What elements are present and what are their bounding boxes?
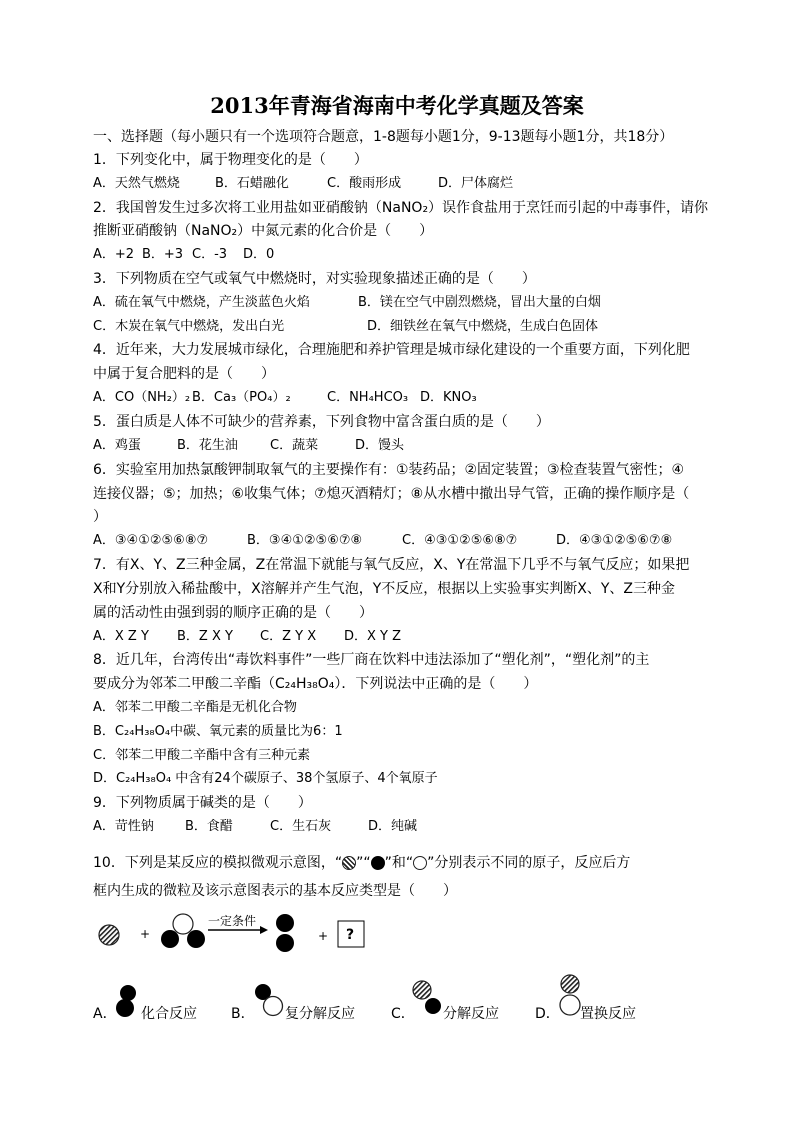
q8-option-d: D．C₂₄H₃₈O₄ 中含有24个碳原子、38个氢原子、4个氧原子 [93,771,438,786]
q6-option-c: C．④③①②⑤⑥⑧⑦ [402,533,518,548]
black-atom-icon [371,856,385,870]
q8-stem-line1: 8．近几年，台湾传出“毒饮料事件”一些厂商在饮料中违法添加了“塑化剂”，“塑化剂”的主 [93,652,650,668]
q3-option-b: B．镁在空气中剧烈燃烧，冒出大量的白烟 [358,295,601,310]
q8-option-c: C．邻苯二甲酸二辛酯中含有三种元素 [93,748,311,763]
q5-option-c: C．蔬菜 [270,438,319,453]
q3-option-a: A．硫在氧气中燃烧，产生淡蓝色火焰 [93,295,310,310]
q4-stem-line1: 4．近年来，大力发展城市绿化，合理施肥和养护管理是城市绿化建设的一个重要方面，下列化肥 [93,342,690,358]
q5-option-d: D．馒头 [355,438,405,453]
section-heading: 一、选择题（每小题只有一个选项符合题意，1-8题每小题1分，9-13题每小题1分，共18分） [93,129,674,145]
q2-option-a: A．+2 [93,247,135,262]
q10-option-a-letter: A． [93,1006,117,1022]
q3-stem: 3．下列物质在空气或氧气中燃烧时，对实验现象描述正确的是（ ） [93,271,536,287]
q5-option-b: B．花生油 [177,438,238,453]
q8-option-a: A．邻苯二甲酸二辛酯是无机化合物 [93,700,297,715]
q7-option-a: A．X Z Y [93,629,149,644]
q5-stem: 5．蛋白质是人体不可缺少的营养素，下列食物中富含蛋白质的是（ ） [93,414,550,430]
q7-stem-line2: X和Y分别放入稀盐酸中，X溶解并产生气泡，Y不反应，根据以上实验事实判断X、Y、Z三种金 [93,581,676,597]
q9-option-a: A．苛性钠 [93,819,154,834]
q9-stem: 9．下列物质属于碱类的是（ ） [93,795,312,811]
q10-option-b-letter: B． [231,1006,255,1022]
q10-stem-line1 [93,854,630,872]
q1-option-c: C．酸雨形成 [327,176,402,191]
q10-stem-part2: ”“ [356,855,371,871]
q4-option-a: A．CO（NH₂）₂ [93,390,191,405]
q10-stem-part3: ”和“ [384,855,414,871]
page-title: 2013年青海省海南中考化学真题及答案 [210,93,584,118]
q4-stem-line2: 中属于复合肥料的是（ ） [93,366,275,382]
q1-option-a: A．天然气燃烧 [93,176,180,191]
q2-option-d: D．0 [243,247,275,262]
q10-stem-line2: 框内生成的微粒及该示意图表示的基本反应类型是（ ） [93,883,457,899]
option-a-molecule [113,982,141,1022]
white-atom-icon [413,856,427,870]
q6-option-a: A．③④①②⑤⑥⑧⑦ [93,533,209,548]
option-c-molecule [410,978,446,1022]
q6-stem-line3: ） [93,509,107,525]
q4-option-c: C．NH₄HCO₃ [327,390,409,405]
q10-option-d-letter: D． [535,1006,560,1022]
q3-option-c: C．木炭在氧气中燃烧，发出白光 [93,319,285,334]
q1-option-d: D．尸体腐烂 [438,176,514,191]
q10-option-c-text: 分解反应 [443,1006,499,1022]
q8-stem-line2: 要成分为邻苯二甲酸二辛酯（C₂₄H₃₈O₄）．下列说法中正确的是（ ） [93,676,538,692]
reaction-diagram [90,905,390,965]
q4-option-b: B．Ca₃（PO₄）₂ [192,390,291,405]
q6-stem-line2: 连接仪器；⑤；加热；⑥收集气体；⑦熄灭酒精灯；⑧从水槽中撤出导气管，正确的操作顺序是（ [93,486,690,502]
reaction-condition: 一定条件 [208,914,257,928]
q4-option-d: D．KNO₃ [420,390,477,405]
reaction-arrowhead [260,926,268,934]
q7-stem-line1: 7．有X、Y、Z三种金属，Z在常温下就能与氧气反应，X、Y在常温下几乎不与氧气反应；如果把 [93,557,690,573]
reactant-white-atom [173,914,193,934]
q10-option-d-text: 置换反应 [580,1006,636,1022]
q1-option-b: B．石蜡融化 [215,176,289,191]
hatched-atom-icon [342,856,356,870]
q10-option-c-letter: C． [391,1006,415,1022]
unknown-product-mark: ? [346,927,355,943]
q9-option-b: B．食醋 [185,819,233,834]
q7-option-c: C．Z Y X [260,629,317,644]
q6-stem-line1: 6．实验室用加热氯酸钾制取氧气的主要操作有：①装药品；②固定装置；③检查装置气密性；④ [93,462,685,478]
q2-option-b: B．+3 [142,247,184,262]
q10-option-a-text: 化合反应 [141,1006,197,1022]
reactant-hatched-atom [99,925,119,945]
q7-option-b: B．Z X Y [177,629,233,644]
q9-option-c: C．生石灰 [270,819,332,834]
product-black-atom-2 [276,934,294,952]
reactant-black-atom-2 [187,930,205,948]
q8-option-b: B．C₂₄H₃₈O₄中碳、氧元素的质量比为6：1 [93,724,343,739]
q2-option-c: C．-3 [192,247,228,262]
q10-stem-part4: ”分别表示不同的原子，反应后方 [427,855,631,871]
q2-stem-line1: 2．我国曾发生过多次将工业用盐如亚硝酸钠（NaNO₂）误作食盐用于烹饪而引起的中毒事件，请你 [93,200,709,216]
q9-option-d: D．纯碱 [368,819,418,834]
q1-stem: 1．下列变化中，属于物理变化的是（ ） [93,152,368,168]
plus-sign-1: + [140,927,151,941]
q6-option-d: D．④③①②⑤⑥⑦⑧ [556,533,673,548]
q10-stem-part1: 10．下列是某反应的模拟微观示意图，“ [93,855,343,871]
q7-option-d: D．X Y Z [344,629,402,644]
q3-option-d: D．细铁丝在氧气中燃烧，生成白色固体 [367,319,599,334]
q7-stem-line3: 属的活动性由强到弱的顺序正确的是（ ） [93,605,373,621]
option-b-molecule [252,982,286,1022]
plus-sign-2: + [318,929,329,943]
product-black-atom-1 [276,914,294,932]
reactant-black-atom-1 [161,930,179,948]
q6-option-b: B．③④①②⑤⑥⑦⑧ [247,533,363,548]
q10-option-b-text: 复分解反应 [285,1006,355,1022]
q2-stem-line2: 推断亚硝酸钠（NaNO₂）中氮元素的化合价是（ ） [93,223,434,239]
q5-option-a: A．鸡蛋 [93,438,141,453]
